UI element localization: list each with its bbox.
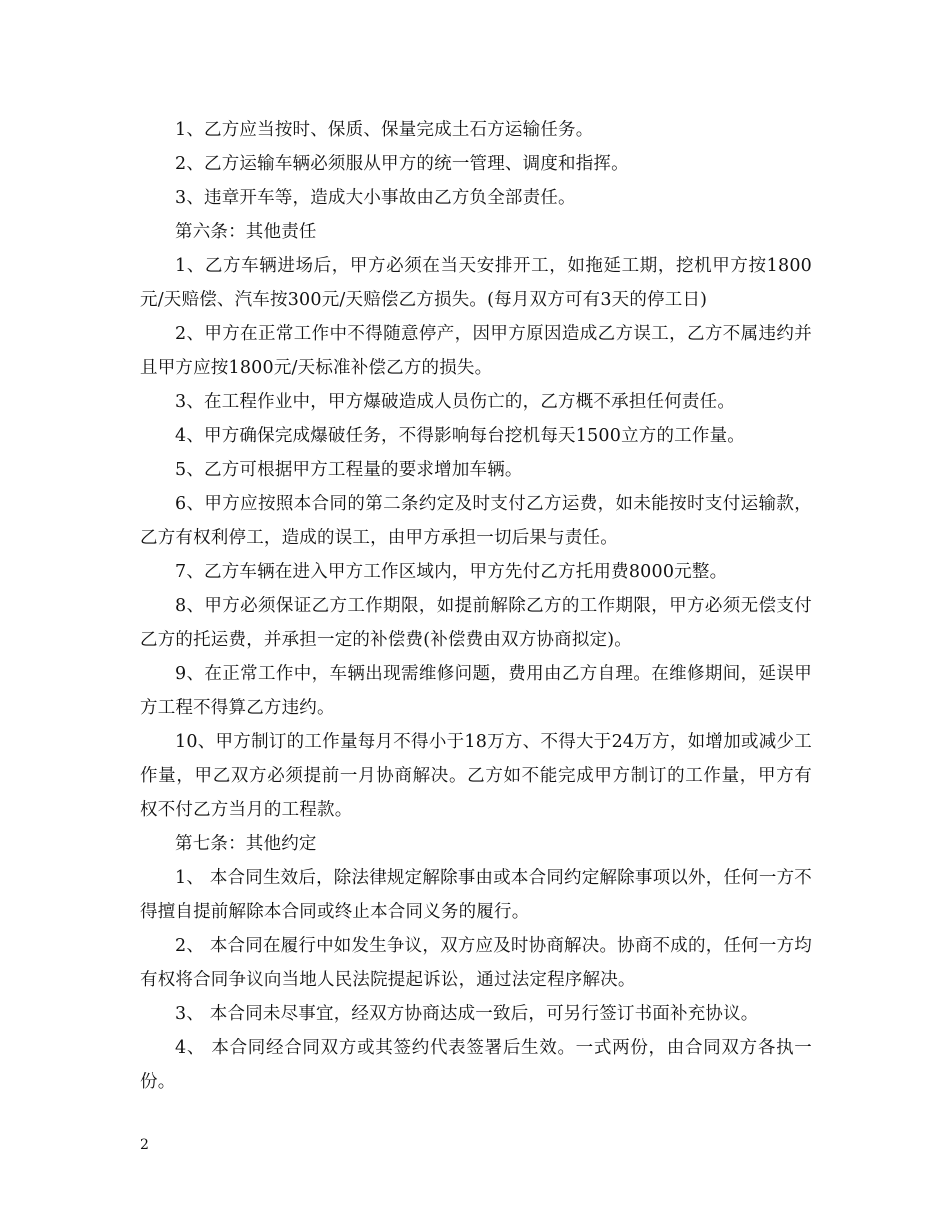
clause-6-item-3: 3、在工程作业中，甲方爆破造成人员伤亡的，乙方概不承担任何责任。 [175, 392, 736, 412]
clause-6-item-9: 9、在正常工作中，车辆出现需维修问题，费用由乙方自理。在维修期间，延误甲方工程不得算乙方违约。 [140, 664, 812, 718]
clause-6-item-7: 7、乙方车辆在进入甲方工作区域内，甲方先付乙方托用费8000元整。 [175, 562, 728, 582]
document-body [140, 113, 812, 1099]
page-number: 2 [140, 1137, 149, 1153]
clause-5-item-3: 3、违章开车等，造成大小事故由乙方负全部责任。 [175, 188, 576, 208]
clause-6-item-4: 4、甲方确保完成爆破任务，不得影响每台挖机每天1500立方的工作量。 [175, 426, 745, 446]
clause-6-item-5: 5、乙方可根据甲方工程量的要求增加车辆。 [175, 460, 523, 480]
clause-5-item-1: 1、乙方应当按时、保质、保量完成土石方运输任务。 [175, 120, 594, 140]
clause-6-item-6: 6、甲方应按照本合同的第二条约定及时支付乙方运费，如未能按时支付运输款，乙方有权利停工，造成的误工，由甲方承担一切后果与责任。 [140, 494, 812, 548]
clause-7-item-2: 2、 本合同在履行中如发生争议，双方应及时协商解决。协商不成的，任何一方均有权将合同争议向当地人民法院提起诉讼，通过法定程序解决。 [140, 936, 812, 990]
clause-6-item-10: 10、甲方制订的工作量每月不得小于18万方、不得大于24万方，如增加或减少工作量，甲乙双方必须提前一月协商解决。乙方如不能完成甲方制订的工作量，甲方有权不付乙方当月的工程款。 [140, 732, 812, 820]
clause-7-heading: 第七条：其他约定 [175, 834, 317, 854]
clause-6-heading: 第六条：其他责任 [175, 222, 317, 242]
clause-6-item-1: 1、乙方车辆进场后，甲方必须在当天安排开工，如拖延工期，挖机甲方按1800元/天赔偿、汽车按300元/天赔偿乙方损失。(每月双方可有3天的停工日) [140, 256, 812, 310]
clause-7-item-3: 3、 本合同未尽事宜，经双方协商达成一致后，可另行签订书面补充协议。 [175, 1004, 759, 1024]
clause-6-item-2: 2、甲方在正常工作中不得随意停产，因甲方原因造成乙方误工，乙方不属违约并且甲方应按1800元/天标准补偿乙方的损失。 [140, 324, 812, 378]
clause-7-item-1: 1、 本合同生效后，除法律规定解除事由或本合同约定解除事项以外，任何一方不得擅自提前解除本合同或终止本合同义务的履行。 [140, 868, 812, 922]
clause-6-item-8: 8、甲方必须保证乙方工作期限，如提前解除乙方的工作期限，甲方必须无偿支付乙方的托运费，并承担一定的补偿费(补偿费由双方协商拟定)。 [140, 596, 812, 650]
clause-5-item-2: 2、乙方运输车辆必须服从甲方的统一管理、调度和指挥。 [175, 154, 629, 174]
clause-7-item-4: 4、 本合同经合同双方或其签约代表签署后生效。一式两份，由合同双方各执一份。 [140, 1038, 812, 1092]
